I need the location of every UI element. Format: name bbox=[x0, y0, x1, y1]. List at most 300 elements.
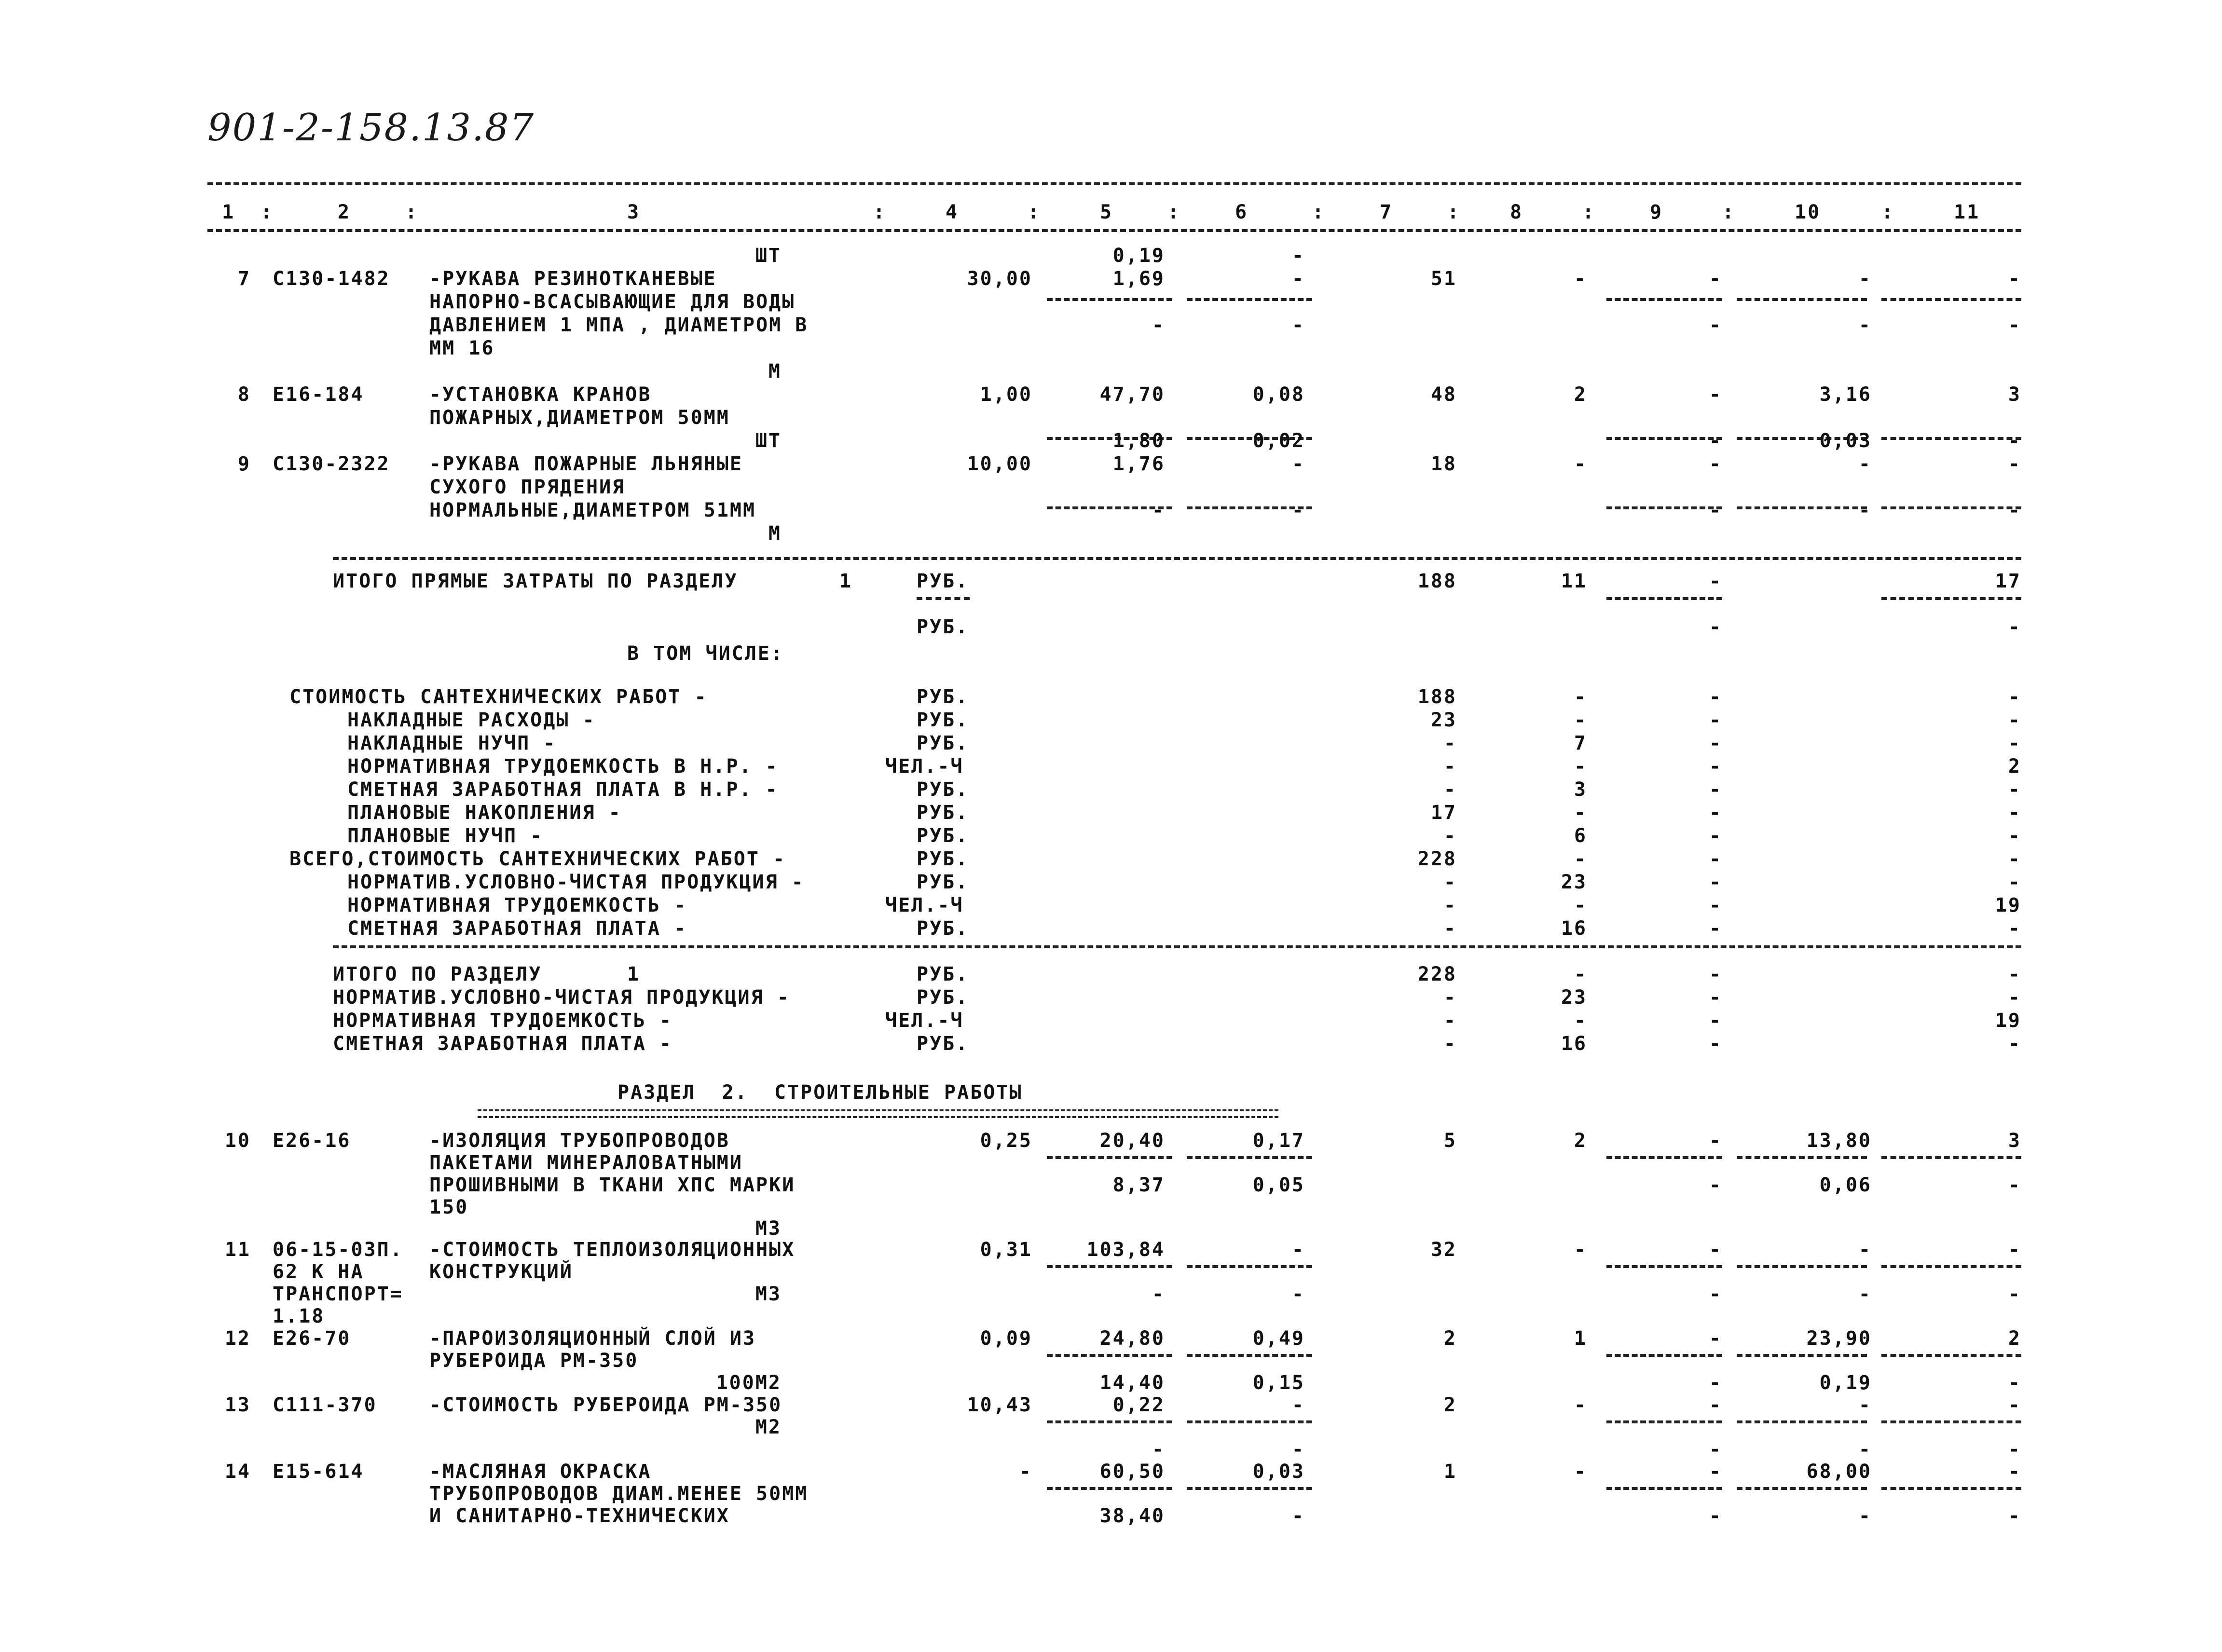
breakdown-unit: РУБ. bbox=[917, 802, 969, 824]
row-number: 7 bbox=[237, 268, 251, 290]
row-text: ПОЖАРНЫХ,ДИАМЕТРОМ 50ММ bbox=[429, 407, 730, 429]
unit-rule bbox=[917, 597, 970, 600]
cell-c8: 7 bbox=[1574, 732, 1587, 754]
sub-rule bbox=[1737, 1420, 1867, 1423]
cell-c10: 0,19 bbox=[1819, 1372, 1872, 1394]
cell-c7: 23 bbox=[1430, 709, 1457, 731]
row-text: И САНИТАРНО-ТЕХНИЧЕСКИХ bbox=[429, 1505, 730, 1527]
cell-c10: - bbox=[1858, 1394, 1872, 1416]
row-text: -ПАРОИЗОЛЯЦИОННЫЙ СЛОЙ ИЗ bbox=[429, 1327, 756, 1350]
cell-c8: 16 bbox=[1561, 917, 1587, 940]
cell-c5: 103,84 bbox=[1086, 1239, 1165, 1261]
cell-c6: 0,08 bbox=[1252, 383, 1305, 406]
cell-c8: - bbox=[1574, 1010, 1587, 1032]
row-number: 9 bbox=[237, 453, 251, 475]
cell-c9: - bbox=[1709, 268, 1722, 290]
row-code: Е16-184 bbox=[273, 383, 364, 406]
cell-c9: - bbox=[1709, 1461, 1722, 1483]
row-code: 1.18 bbox=[273, 1305, 325, 1327]
section-total-rule bbox=[333, 945, 2021, 948]
cell-c8: - bbox=[1574, 963, 1587, 985]
totals-unit: РУБ. bbox=[917, 570, 969, 592]
sub-rule bbox=[1047, 1420, 1172, 1423]
cell-c8: 16 bbox=[1561, 1033, 1587, 1055]
sub-rule bbox=[1881, 1420, 2021, 1423]
sub-rule bbox=[1047, 298, 1172, 301]
cell-c11: - bbox=[2008, 963, 2021, 985]
row-unit: М3 bbox=[755, 1283, 782, 1305]
cell-c8: - bbox=[1574, 686, 1587, 708]
cell-c5: - bbox=[1152, 1438, 1165, 1461]
sub-rule bbox=[1187, 298, 1312, 301]
cell-c6: - bbox=[1291, 1438, 1305, 1461]
cell-c9: - bbox=[1709, 1283, 1722, 1305]
cell-c4: 0,25 bbox=[980, 1130, 1032, 1152]
cell-c8: - bbox=[1574, 1394, 1587, 1416]
row-text: -РУКАВА ПОЖАРНЫЕ ЛЬНЯНЫЕ bbox=[429, 453, 743, 475]
cell-c4: - bbox=[1019, 1461, 1032, 1483]
cell-c7: 2 bbox=[1443, 1327, 1457, 1350]
row-text: ПАКЕТАМИ МИНЕРАЛОВАТНЫМИ bbox=[429, 1152, 743, 1174]
row-text: -СТОИМОСТЬ ТЕПЛОИЗОЛЯЦИОННЫХ bbox=[429, 1239, 796, 1261]
sub-rule bbox=[1047, 1487, 1172, 1490]
cell-c6: - bbox=[1291, 1505, 1305, 1527]
header-column-18: 10 bbox=[1795, 201, 1821, 223]
cell-c10: 3,16 bbox=[1819, 383, 1872, 406]
cell-c8: 11 bbox=[1561, 570, 1587, 592]
row-text: НОРМАЛЬНЫЕ,ДИАМЕТРОМ 51ММ bbox=[429, 499, 756, 521]
row-text: -УСТАНОВКА КРАНОВ bbox=[429, 383, 652, 406]
cell-c6: 0,15 bbox=[1252, 1372, 1305, 1394]
cell-c6: 0,49 bbox=[1252, 1327, 1305, 1350]
cell-c7: 188 bbox=[1417, 570, 1457, 592]
section-2-title: РАЗДЕЛ 2. СТРОИТЕЛЬНЫЕ РАБОТЫ bbox=[617, 1081, 1023, 1104]
cell-c7: 32 bbox=[1430, 1239, 1457, 1261]
cell-c8: 23 bbox=[1561, 871, 1587, 893]
breakdown-label: ПЛАНОВЫЕ НУЧП - bbox=[347, 825, 544, 847]
cell-c8: 2 bbox=[1574, 1130, 1587, 1152]
breakdown-label: НОРМАТИВНАЯ ТРУДОЕМКОСТЬ - bbox=[347, 894, 687, 916]
row-text: -ИЗОЛЯЦИЯ ТРУБОПРОВОДОВ bbox=[429, 1130, 730, 1152]
cell-c11: - bbox=[2008, 986, 2021, 1009]
cell-c7: - bbox=[1443, 732, 1457, 754]
sub-rule bbox=[1606, 1420, 1722, 1423]
cell-c9: - bbox=[1709, 894, 1722, 916]
cell-c9: - bbox=[1709, 732, 1722, 754]
cell-c9: - bbox=[1709, 1438, 1722, 1461]
sub-rule bbox=[1606, 1487, 1722, 1490]
cell-c6: 0,03 bbox=[1252, 1461, 1305, 1483]
sub-rule bbox=[1737, 1354, 1867, 1357]
cell-c10: - bbox=[1858, 1239, 1872, 1261]
breakdown-label: НАКЛАДНЫЕ РАСХОДЫ - bbox=[347, 709, 596, 731]
cell-c11: - bbox=[2008, 268, 2021, 290]
cell-c8: - bbox=[1574, 1239, 1587, 1261]
cell-c8: 1 bbox=[1574, 1327, 1587, 1350]
header-column-2: 2 bbox=[338, 201, 351, 223]
cell-c4: 0,09 bbox=[980, 1327, 1032, 1350]
cell-c11: 19 bbox=[1995, 894, 2021, 916]
row-unit: М bbox=[768, 360, 782, 382]
section-total-label: ИТОГО ПО РАЗДЕЛУ bbox=[333, 963, 542, 985]
header-column-9: : bbox=[1167, 201, 1181, 223]
cell-c11: 3 bbox=[2008, 1130, 2021, 1152]
cell-c9: - bbox=[1709, 802, 1722, 824]
cell-c7: 17 bbox=[1430, 802, 1457, 824]
cell-c7: 228 bbox=[1417, 963, 1457, 985]
cell-c10: - bbox=[1858, 453, 1872, 475]
cell-c6: - bbox=[1291, 245, 1305, 267]
header-column-13: : bbox=[1447, 201, 1461, 223]
sub-rule bbox=[1737, 298, 1867, 301]
breakdown-label: СТОИМОСТЬ САНТЕХНИЧЕСКИХ РАБОТ - bbox=[289, 686, 708, 708]
cell-c10: - bbox=[1858, 1283, 1872, 1305]
cell-c8: - bbox=[1574, 1461, 1587, 1483]
totals-rule bbox=[333, 557, 2021, 560]
cell-c11: 2 bbox=[2008, 755, 2021, 778]
cell-c7: 228 bbox=[1417, 848, 1457, 870]
header-column-10: 6 bbox=[1235, 201, 1248, 223]
header-column-11: : bbox=[1312, 201, 1326, 223]
cell-c6: - bbox=[1291, 1283, 1305, 1305]
cell-c8: - bbox=[1574, 268, 1587, 290]
cell-c8: - bbox=[1574, 802, 1587, 824]
breakdown-unit: РУБ. bbox=[917, 825, 969, 847]
sub-rule bbox=[1606, 1354, 1722, 1357]
cell-c8: 6 bbox=[1574, 825, 1587, 847]
cell-c8: - bbox=[1574, 453, 1587, 475]
totals-section-number: 1 bbox=[839, 570, 853, 592]
row-unit: М bbox=[768, 522, 782, 545]
cell-c11: - bbox=[2008, 1174, 2021, 1196]
cell-c9: - bbox=[1709, 917, 1722, 940]
section-total-label: НОРМАТИВ.УСЛОВНО-ЧИСТАЯ ПРОДУКЦИЯ - bbox=[333, 986, 790, 1009]
cell-c5: 47,70 bbox=[1099, 383, 1165, 406]
header-column-14: 8 bbox=[1510, 201, 1523, 223]
cell-c6: - bbox=[1291, 314, 1305, 336]
cell-c10: - bbox=[1858, 1438, 1872, 1461]
cell-c6: - bbox=[1291, 1239, 1305, 1261]
cell-c9: - bbox=[1709, 430, 1722, 452]
cell-c5: 0,22 bbox=[1112, 1394, 1165, 1416]
cell-c5: 60,50 bbox=[1099, 1461, 1165, 1483]
sub-rule bbox=[1881, 1156, 2021, 1159]
cell-c6: - bbox=[1291, 1394, 1305, 1416]
cell-c9: - bbox=[1709, 871, 1722, 893]
cell-c9: - bbox=[1709, 616, 1722, 638]
breakdown-label: НАКЛАДНЫЕ НУЧП - bbox=[347, 732, 557, 754]
cell-c9: - bbox=[1709, 755, 1722, 778]
sub-rule bbox=[1737, 1487, 1867, 1490]
sub-rule bbox=[1187, 1156, 1312, 1159]
cell-c7: - bbox=[1443, 917, 1457, 940]
row-code: 62 К НА bbox=[273, 1261, 364, 1283]
cell-c11: - bbox=[2008, 1372, 2021, 1394]
row-code: 06-15-03П. bbox=[273, 1239, 403, 1261]
cell-c10: - bbox=[1858, 1505, 1872, 1527]
cell-c11: - bbox=[2008, 709, 2021, 731]
header-bottom-rule bbox=[207, 229, 2021, 232]
row-text: РУБЕРОИДА РМ-350 bbox=[429, 1350, 639, 1372]
sub-rule bbox=[1881, 597, 2021, 600]
cell-c11: - bbox=[2008, 1394, 2021, 1416]
header-column-4: 3 bbox=[627, 201, 641, 223]
cell-c4: 10,43 bbox=[967, 1394, 1032, 1416]
row-code: ТРАНСПОРТ= bbox=[273, 1283, 403, 1305]
breakdown-unit: РУБ. bbox=[917, 778, 969, 801]
cell-c5: 1,76 bbox=[1112, 453, 1165, 475]
cell-c11: - bbox=[2008, 848, 2021, 870]
breakdown-unit: РУБ. bbox=[917, 709, 969, 731]
cell-c4: 30,00 bbox=[967, 268, 1032, 290]
cell-c7: - bbox=[1443, 894, 1457, 916]
cell-c11: 19 bbox=[1995, 1010, 2021, 1032]
row-text: 150 bbox=[429, 1196, 469, 1218]
cell-c9: - bbox=[1709, 1010, 1722, 1032]
row-code: С130-2322 bbox=[273, 453, 390, 475]
cell-c10: - bbox=[1858, 268, 1872, 290]
row-unit: 100М2 bbox=[716, 1372, 782, 1394]
cell-c9: - bbox=[1709, 686, 1722, 708]
cell-c7: - bbox=[1443, 986, 1457, 1009]
header-column-16: 9 bbox=[1650, 201, 1663, 223]
sub-rule bbox=[1606, 298, 1722, 301]
sub-rule bbox=[1187, 1420, 1312, 1423]
row-text: ДАВЛЕНИЕМ 1 МПА , ДИАМЕТРОМ В bbox=[429, 314, 809, 336]
row-text: ММ 16 bbox=[429, 337, 495, 359]
sub-rule bbox=[1606, 1265, 1722, 1268]
cell-c5: - bbox=[1152, 314, 1165, 336]
cell-c8: - bbox=[1574, 755, 1587, 778]
row-text: НАПОРНО-ВСАСЫВАЮЩИЕ ДЛЯ ВОДЫ bbox=[429, 291, 796, 313]
cell-c5: 38,40 bbox=[1099, 1505, 1165, 1527]
cell-c7: - bbox=[1443, 825, 1457, 847]
totals-unit: РУБ. bbox=[917, 616, 969, 638]
cell-c9: - bbox=[1709, 986, 1722, 1009]
cell-c10: 0,06 bbox=[1819, 1174, 1872, 1196]
cell-c7: 5 bbox=[1443, 1130, 1457, 1152]
cell-c9: - bbox=[1709, 383, 1722, 406]
cell-c6: - bbox=[1291, 499, 1305, 521]
row-number: 14 bbox=[224, 1461, 251, 1483]
sub-rule bbox=[1187, 1487, 1312, 1490]
row-number: 8 bbox=[237, 383, 251, 406]
cell-c9: - bbox=[1709, 1174, 1722, 1196]
breakdown-label: НОРМАТИВ.УСЛОВНО-ЧИСТАЯ ПРОДУКЦИЯ - bbox=[347, 871, 805, 893]
row-unit: М2 bbox=[755, 1416, 782, 1438]
breakdown-unit: РУБ. bbox=[917, 686, 969, 708]
sub-rule bbox=[1047, 1354, 1172, 1357]
cell-c8: - bbox=[1574, 848, 1587, 870]
sub-rule bbox=[1187, 1265, 1312, 1268]
section-total-unit: РУБ. bbox=[917, 986, 969, 1009]
cell-c6: 0,05 bbox=[1252, 1174, 1305, 1196]
cell-c7: - bbox=[1443, 778, 1457, 801]
cell-c11: - bbox=[2008, 917, 2021, 940]
cell-c11: - bbox=[2008, 1505, 2021, 1527]
section-total-unit: РУБ. bbox=[917, 1033, 969, 1055]
header-column-19: : bbox=[1881, 201, 1895, 223]
cell-c5: 1,69 bbox=[1112, 268, 1165, 290]
row-code: Е15-614 bbox=[273, 1461, 364, 1483]
cell-c10: 0,03 bbox=[1819, 430, 1872, 452]
header-column-20: 11 bbox=[1954, 201, 1980, 223]
cell-c7: 18 bbox=[1430, 453, 1457, 475]
sub-rule bbox=[1606, 597, 1722, 600]
cell-c11: - bbox=[2008, 802, 2021, 824]
cell-c8: 3 bbox=[1574, 778, 1587, 801]
sub-rule bbox=[1737, 1156, 1867, 1159]
sub-rule bbox=[1881, 1265, 2021, 1268]
cell-c11: - bbox=[2008, 1239, 2021, 1261]
cell-c11: 2 bbox=[2008, 1327, 2021, 1350]
row-unit: М3 bbox=[755, 1217, 782, 1240]
row-text: СУХОГО ПРЯДЕНИЯ bbox=[429, 476, 626, 498]
cell-c6: 0,17 bbox=[1252, 1130, 1305, 1152]
cell-c6: - bbox=[1291, 268, 1305, 290]
breakdown-unit: РУБ. bbox=[917, 848, 969, 870]
cell-c5: 1,80 bbox=[1112, 430, 1165, 452]
cell-c7: 188 bbox=[1417, 686, 1457, 708]
breakdown-unit: ЧЕЛ.-Ч bbox=[885, 894, 964, 916]
cell-c10: 68,00 bbox=[1806, 1461, 1872, 1483]
cell-c10: 23,90 bbox=[1806, 1327, 1872, 1350]
breakdown-label: СМЕТНАЯ ЗАРАБОТНАЯ ПЛАТА - bbox=[347, 917, 687, 940]
cell-c10: 13,80 bbox=[1806, 1130, 1872, 1152]
row-text: ТРУБОПРОВОДОВ ДИАМ.МЕНЕЕ 50ММ bbox=[429, 1483, 809, 1505]
header-column-12: 7 bbox=[1380, 201, 1393, 223]
cell-c5: 20,40 bbox=[1099, 1130, 1165, 1152]
sub-rule bbox=[1737, 1265, 1867, 1268]
row-code: Е26-16 bbox=[273, 1130, 351, 1152]
cell-c7: - bbox=[1443, 1010, 1457, 1032]
cell-c9: - bbox=[1709, 848, 1722, 870]
cell-c4: 10,00 bbox=[967, 453, 1032, 475]
cell-c8: - bbox=[1574, 709, 1587, 731]
cell-c9: - bbox=[1709, 499, 1722, 521]
cell-c9: - bbox=[1709, 1239, 1722, 1261]
cell-c11: - bbox=[2008, 453, 2021, 475]
cell-c5: - bbox=[1152, 499, 1165, 521]
row-code: С130-1482 bbox=[273, 268, 390, 290]
header-column-6: 4 bbox=[946, 201, 959, 223]
cell-c9: - bbox=[1709, 1033, 1722, 1055]
breakdown-unit: РУБ. bbox=[917, 732, 969, 754]
section-2-double-rule bbox=[478, 1109, 1278, 1118]
header-column-17: : bbox=[1722, 201, 1736, 223]
row-unit: ШТ bbox=[755, 430, 782, 452]
cell-c11: - bbox=[2008, 1033, 2021, 1055]
header-column-0: 1 bbox=[222, 201, 235, 223]
header-column-3: : bbox=[405, 201, 419, 223]
cell-c11: - bbox=[2008, 778, 2021, 801]
section-total-label: НОРМАТИВНАЯ ТРУДОЕМКОСТЬ - bbox=[333, 1010, 673, 1032]
cell-c10: - bbox=[1858, 499, 1872, 521]
cell-c9: - bbox=[1709, 1372, 1722, 1394]
sub-rule bbox=[1606, 1156, 1722, 1159]
cell-c11: - bbox=[2008, 616, 2021, 638]
cell-c10: - bbox=[1858, 314, 1872, 336]
cell-c6: - bbox=[1291, 453, 1305, 475]
row-text: -МАСЛЯНАЯ ОКРАСКА bbox=[429, 1461, 652, 1483]
breakdown-label: ПЛАНОВЫЕ НАКОПЛЕНИЯ - bbox=[347, 802, 622, 824]
cell-c7: 2 bbox=[1443, 1394, 1457, 1416]
cell-c9: - bbox=[1709, 1394, 1722, 1416]
cell-c7: - bbox=[1443, 871, 1457, 893]
cell-c11: - bbox=[2008, 686, 2021, 708]
sub-rule bbox=[1881, 1487, 2021, 1490]
breakdown-label: НОРМАТИВНАЯ ТРУДОЕМКОСТЬ В Н.Р. - bbox=[347, 755, 779, 778]
cell-c5: 8,37 bbox=[1112, 1174, 1165, 1196]
cell-c5: 14,40 bbox=[1099, 1372, 1165, 1394]
sub-rule bbox=[1881, 1354, 2021, 1357]
cell-c11: - bbox=[2008, 314, 2021, 336]
section-total-unit: РУБ. bbox=[917, 963, 969, 985]
row-text: -РУКАВА РЕЗИНОТКАНЕВЫЕ bbox=[429, 268, 717, 290]
cell-c9: - bbox=[1709, 778, 1722, 801]
cell-c11: - bbox=[2008, 871, 2021, 893]
cell-c7: 1 bbox=[1443, 1461, 1457, 1483]
breakdown-unit: РУБ. bbox=[917, 917, 969, 940]
cell-c8: 2 bbox=[1574, 383, 1587, 406]
sub-rule bbox=[1047, 1156, 1172, 1159]
document-code: 901-2-158.13.87 bbox=[207, 106, 535, 150]
cell-c9: - bbox=[1709, 825, 1722, 847]
cell-c11: - bbox=[2008, 430, 2021, 452]
row-unit: ШТ bbox=[755, 245, 782, 267]
totals-title: ИТОГО ПРЯМЫЕ ЗАТРАТЫ ПО РАЗДЕЛУ bbox=[333, 570, 738, 592]
row-code: Е26-70 bbox=[273, 1327, 351, 1350]
cell-c7: - bbox=[1443, 1033, 1457, 1055]
cell-c7: - bbox=[1443, 755, 1457, 778]
cell-c11: - bbox=[2008, 1461, 2021, 1483]
section-total-label: СМЕТНАЯ ЗАРАБОТНАЯ ПЛАТА - bbox=[333, 1033, 673, 1055]
sub-rule bbox=[1187, 1354, 1312, 1357]
cell-c9: - bbox=[1709, 1505, 1722, 1527]
row-text: -СТОИМОСТЬ РУБЕРОИДА РМ-350 bbox=[429, 1394, 782, 1416]
cell-c5: 0,19 bbox=[1112, 245, 1165, 267]
cell-c11: - bbox=[2008, 499, 2021, 521]
cell-c9: - bbox=[1709, 314, 1722, 336]
header-column-1: : bbox=[261, 201, 274, 223]
section-total-number: 1 bbox=[627, 963, 641, 985]
cell-c7: 51 bbox=[1430, 268, 1457, 290]
breakdown-label: ВСЕГО,СТОИМОСТЬ САНТЕХНИЧЕСКИХ РАБОТ - bbox=[289, 848, 786, 870]
cell-c11: - bbox=[2008, 1283, 2021, 1305]
cell-c11: 17 bbox=[1995, 570, 2021, 592]
cell-c9: - bbox=[1709, 570, 1722, 592]
header-column-7: : bbox=[1028, 201, 1041, 223]
cell-c9: - bbox=[1709, 1130, 1722, 1152]
cell-c9: - bbox=[1709, 963, 1722, 985]
breakdown-unit: РУБ. bbox=[917, 871, 969, 893]
cell-c8: 23 bbox=[1561, 986, 1587, 1009]
row-number: 12 bbox=[224, 1327, 251, 1350]
breakdown-unit: ЧЕЛ.-Ч bbox=[885, 755, 964, 778]
cell-c11: 3 bbox=[2008, 383, 2021, 406]
sub-rule bbox=[1047, 1265, 1172, 1268]
cell-c8: - bbox=[1574, 894, 1587, 916]
row-number: 11 bbox=[224, 1239, 251, 1261]
sub-rule bbox=[1881, 298, 2021, 301]
header-column-15: : bbox=[1582, 201, 1596, 223]
cell-c5: 24,80 bbox=[1099, 1327, 1165, 1350]
cell-c11: - bbox=[2008, 732, 2021, 754]
section-total-unit: ЧЕЛ.-Ч bbox=[885, 1010, 964, 1032]
cell-c4: 0,31 bbox=[980, 1239, 1032, 1261]
cell-c9: - bbox=[1709, 1327, 1722, 1350]
header-top-rule bbox=[207, 182, 2021, 185]
